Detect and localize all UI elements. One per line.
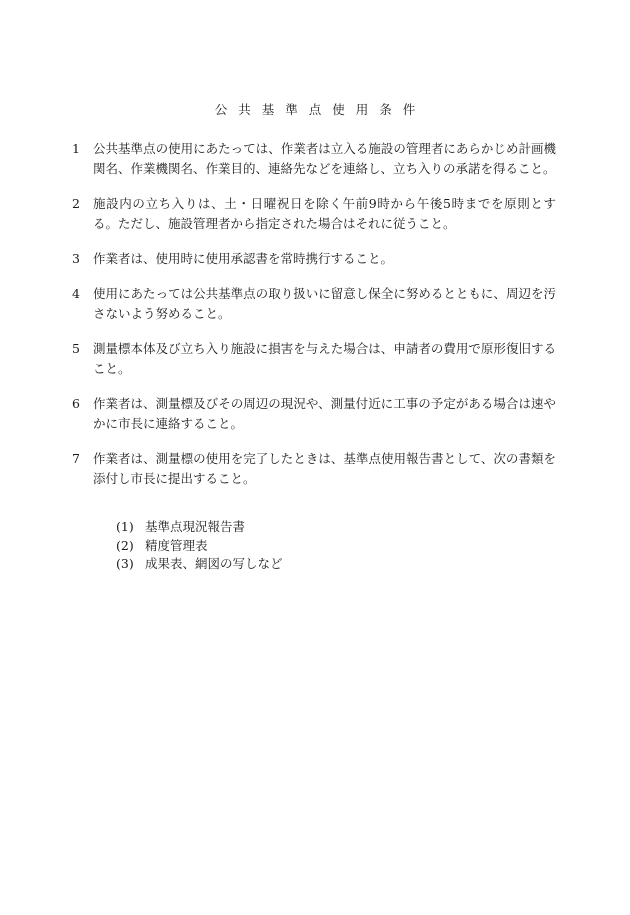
required-document-item: [116, 555, 283, 574]
condition-text: 測量標本体及び立ち入り施設に損害を与えた場合は、申請者の費用で原形復旧すること。: [93, 341, 556, 376]
condition-item: [72, 339, 556, 379]
condition-number: 7: [72, 451, 80, 466]
condition-text: 使用にあたっては公共基準点の取り扱いに留意し保全に努めるとともに、周辺を汚さないよう努めること。: [93, 286, 556, 321]
document-title: 公共基準点使用条件: [214, 102, 427, 117]
required-document-item: [116, 537, 283, 556]
condition-item: [72, 394, 556, 434]
condition-number: 2: [72, 196, 80, 211]
condition-text: 作業者は、測量標の使用を完了したときは、基準点使用報告書として、次の書類を添付し市長に提出すること。: [93, 451, 556, 486]
condition-item: [72, 249, 556, 269]
condition-text: 公共基準点の使用にあたっては、作業者は立入る施設の管理者にあらかじめ計画機関名、作業機関名、作業目的、連絡先などを連絡し、立ち入りの承諾を得ること。: [93, 141, 556, 176]
required-document-text: 精度管理表: [145, 537, 208, 553]
condition-number: 5: [72, 341, 80, 356]
required-document-text: 基準点現況報告書: [145, 519, 246, 534]
condition-item: [72, 449, 556, 489]
condition-item: [72, 139, 556, 179]
required-document-number: (2): [116, 537, 134, 553]
required-documents-list: [116, 518, 283, 574]
required-document-text: 成果表、網図の写しなど: [145, 556, 283, 571]
condition-item: [72, 284, 556, 324]
condition-number: 6: [72, 396, 80, 411]
conditions-list: [72, 139, 556, 504]
required-document-number: (1): [116, 519, 134, 534]
condition-number: 1: [72, 141, 80, 156]
condition-text: 作業者は、測量標及びその周辺の現況や、測量付近に工事の予定がある場合は速やかに市長に連絡すること。: [93, 396, 556, 431]
condition-item: [72, 194, 556, 234]
required-document-number: (3): [116, 556, 134, 571]
required-document-item: [116, 518, 283, 537]
condition-text: 作業者は、使用時に使用承認書を常時携行すること。: [93, 251, 394, 266]
condition-text: 施設内の立ち入りは、土・日曜祝日を除く午前9時から午後5時までを原則とする。ただし、施設管理者から指定された場合はそれに従うこと。: [93, 196, 556, 231]
condition-number: 3: [72, 251, 80, 266]
condition-number: 4: [72, 286, 80, 301]
